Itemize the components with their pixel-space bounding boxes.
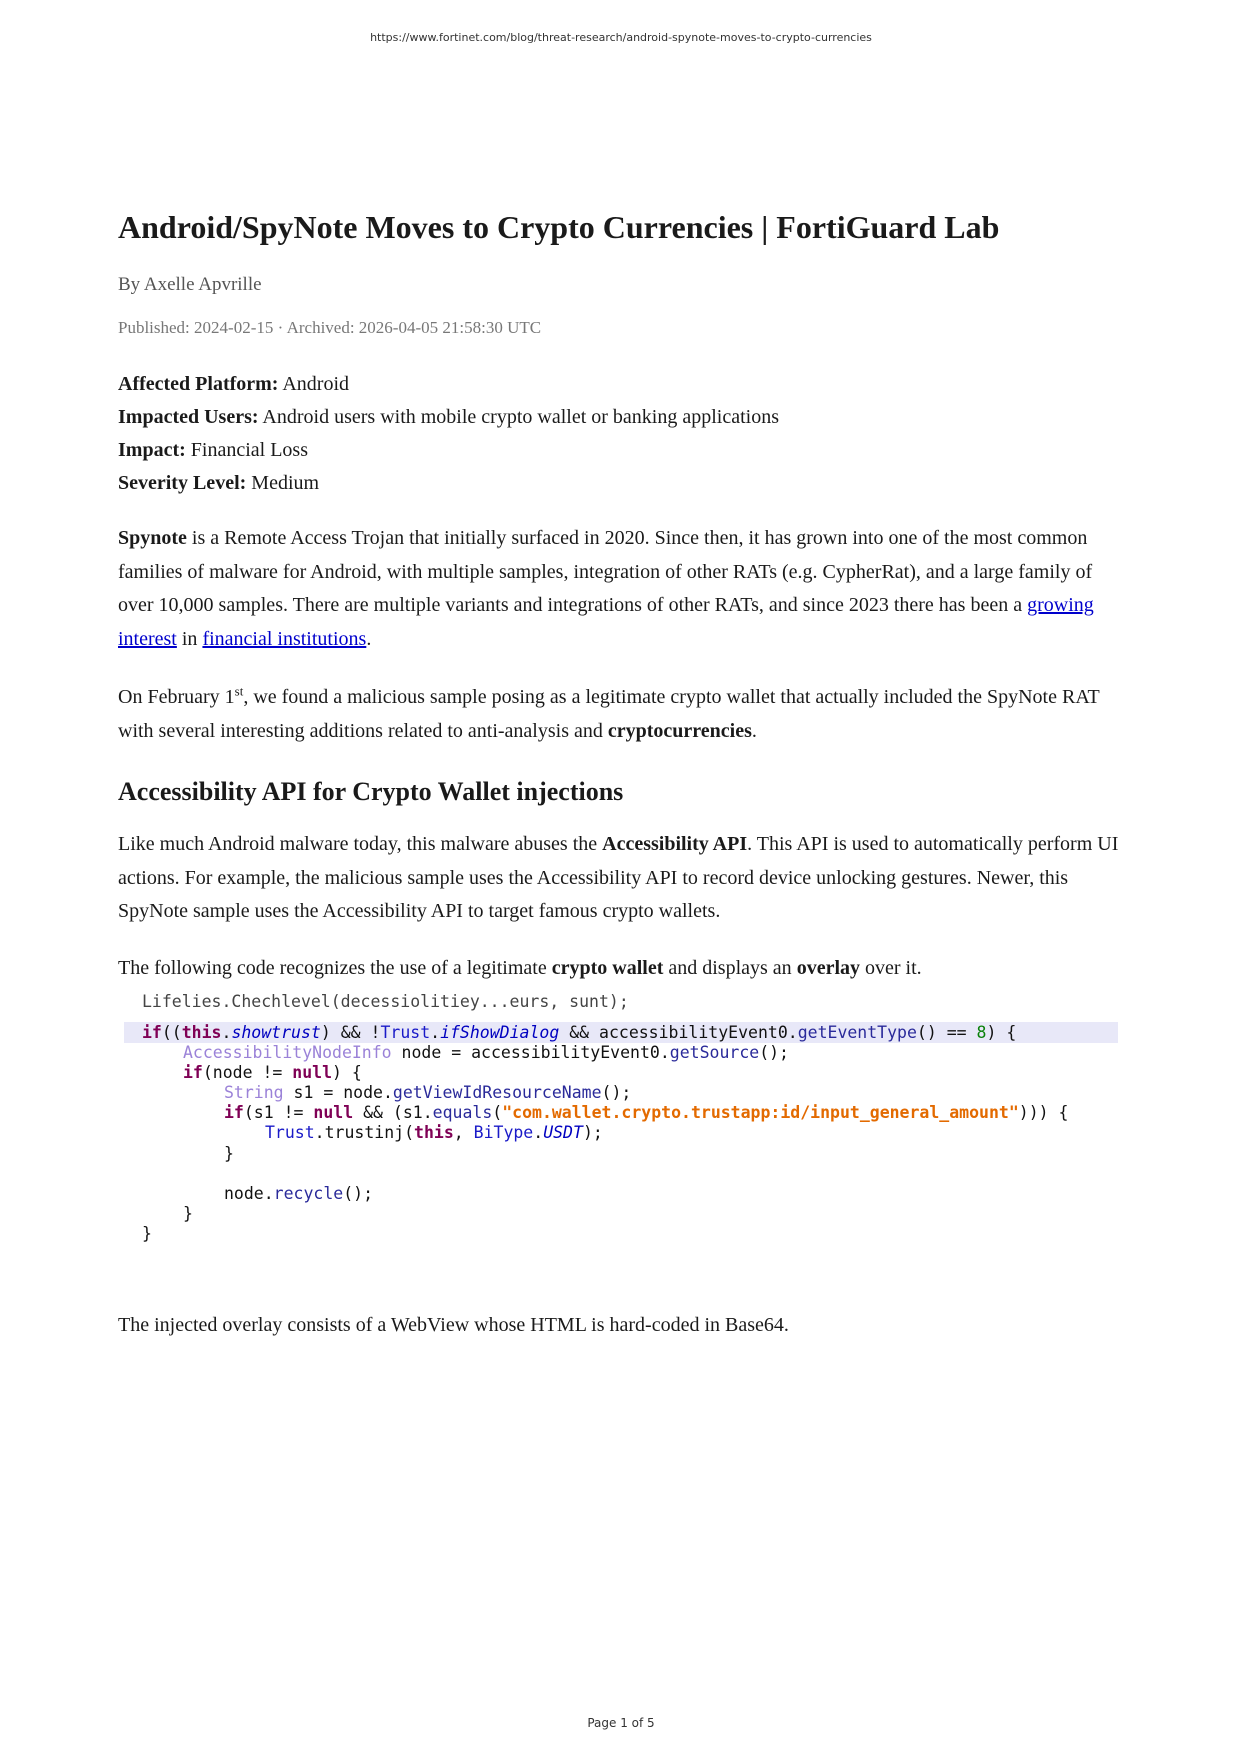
code-line-9: } (183, 1204, 193, 1224)
paragraph-code-intro: The following code recognizes the use of a legitimate crypto wallet and displays an overlay over it. (118, 956, 922, 979)
page-number-footer: Page 1 of 5 (587, 1716, 655, 1730)
paragraph-spynote-intro: Spynote is a Remote Access Trojan that initially surfaced in 2020. Since then, it has grown into one of the most common families of malware for Android, with multiple samples, integration of other RATs (e.g. CypherRat), and a large family of over 10,000 samples. There are multiple variants and integrations of other RATs, and since 2023 there has been a growing interest in financial institutions. (118, 527, 1094, 650)
code-line-8: node.recycle(); (224, 1184, 374, 1204)
code-line-clipped: Lifelies.Chechlevel(decessiolitiey...eurs, sunt); (142, 992, 629, 1012)
article-byline: By Axelle Apvrille (118, 274, 262, 296)
paragraph-february-sample: On February 1st, we found a malicious sample posing as a legitimate crypto wallet that actually included the SpyNote RAT with several interesting additions related to anti-analysis and cryptocurrencies. (118, 683, 1100, 742)
facts-list (118, 368, 1128, 500)
fact-affected-platform: Affected Platform: Android (118, 373, 350, 396)
fact-impacted-users: Impacted Users: Android users with mobile crypto wallet or banking applications (118, 406, 779, 429)
page-url-header: https://www.fortinet.com/blog/threat-research/android-spynote-moves-to-crypto-currencies (370, 31, 872, 44)
code-line-5: if(s1 != null && (s1.equals("com.wallet.crypto.trustapp:id/input_general_amount"))) { (224, 1103, 1069, 1123)
code-line-6: Trust.trustinj(this, BiType.USDT); (265, 1123, 603, 1143)
article-meta: Published: 2024-02-15 · Archived: 2026-04-05 21:58:30 UTC (118, 318, 542, 338)
article-title: Android/SpyNote Moves to Crypto Currencies | FortiGuard Lab (118, 209, 1000, 245)
article (118, 208, 1128, 1343)
paragraph-webview-overlay: The injected overlay consists of a WebView whose HTML is hard-coded in Base64. (118, 1314, 789, 1337)
link-financial-institutions[interactable]: financial institutions (202, 627, 367, 650)
section-heading-accessibility: Accessibility API for Crypto Wallet injections (118, 777, 624, 807)
code-line-4: String s1 = node.getViewIdResourceName(); (224, 1083, 632, 1103)
paragraph-accessibility-api: Like much Android malware today, this malware abuses the Accessibility API. This API is used to automatically perform UI actions. For example, the malicious sample uses the Accessibility API to record device unlocking gestures. Newer, this SpyNote sample uses the Accessibility API to target famous crypto wallets. (118, 833, 1119, 923)
link-growing-interest[interactable]: growing interest (118, 594, 1094, 650)
fact-impact: Impact: Financial Loss (118, 439, 308, 462)
code-line-2: AccessibilityNodeInfo node = accessibilityEvent0.getSource(); (183, 1043, 789, 1063)
fact-severity-level: Severity Level: Medium (118, 472, 320, 495)
code-line-10: } (142, 1224, 152, 1244)
code-line-3: if(node != null) { (183, 1063, 362, 1083)
code-line-1: if((this.showtrust) && !Trust.ifShowDialog && accessibilityEvent0.getEventType() == 8) { (142, 1023, 1017, 1043)
code-screenshot (118, 992, 1128, 1263)
code-line-7: } (224, 1144, 234, 1164)
